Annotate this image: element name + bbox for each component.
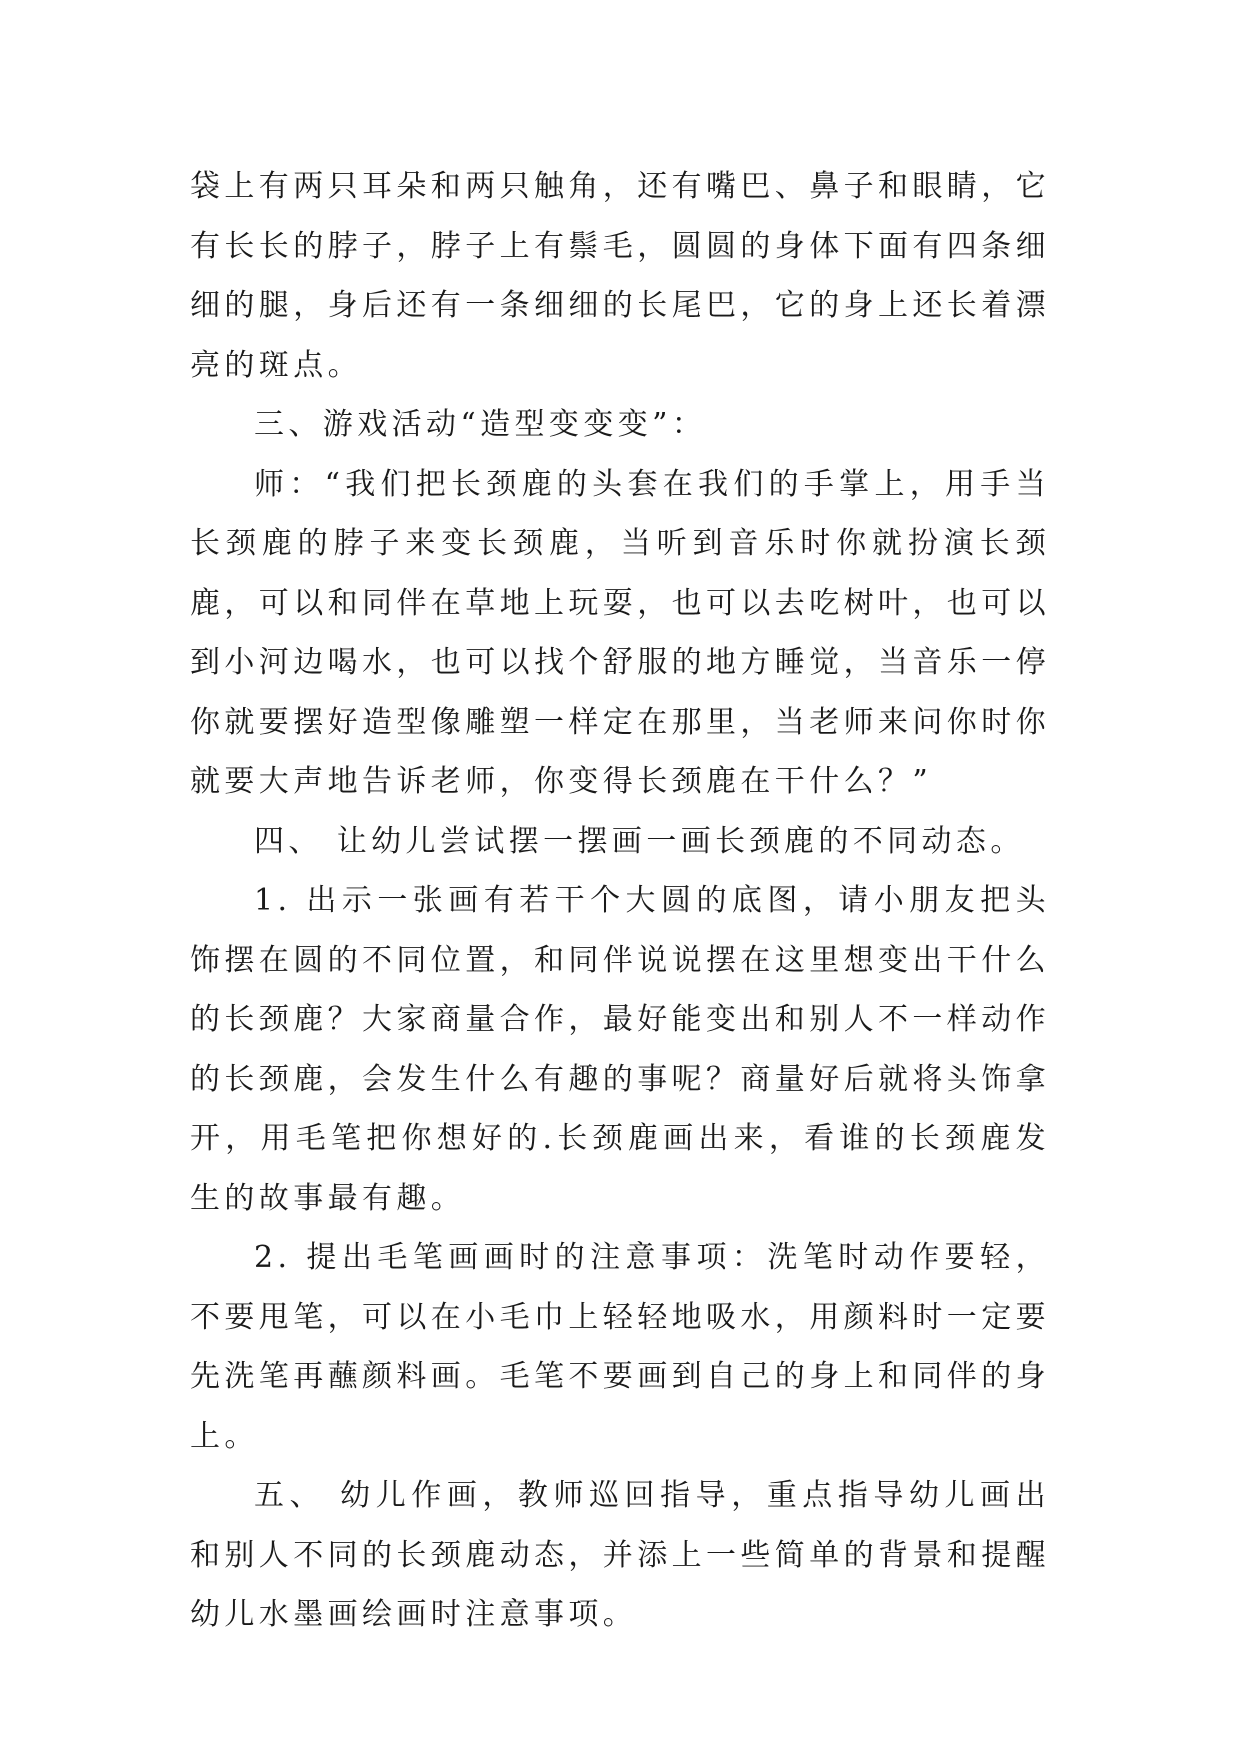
paragraph-teacher-instructions: 师：“我们把长颈鹿的头套在我们的手掌上，用手当长颈鹿的脖子来变长颈鹿，当听到音乐时你就扮演长颈鹿，可以和同伴在草地上玩耍，也可以去吃树叶，也可以到小河边喝水，也可以找个舒服的地方睡觉，当音乐一停你就要摆好造型像雕塑一样定在那里，当老师来问你时你就要大声地告诉老师，你变得长颈鹿在干什么？” [190,466,1050,799]
paragraph-section-four-heading: 四、 让幼儿尝试摆一摆画一画长颈鹿的不同动态。 [254,823,1025,859]
paragraph-section-five: 五、 幼儿作画，教师巡回指导，重点指导幼儿画出和别人不同的长颈鹿动态，并添上一些简单的背景和提醒幼儿水墨画绘画时注意事项。 [190,1478,1050,1632]
paragraph-step-one: 1. 出示一张画有若干个大圆的底图，请小朋友把头饰摆在圆的不同位置，和同伴说说摆在这里想变出干什么的长颈鹿？大家商量合作，最好能变出和别人不一样动作的长颈鹿，会发生什么有趣的事呢？商量好后就将头饰拿开，用毛笔把你想好的.长颈鹿画出来，看谁的长颈鹿发生的故事最有趣。 [190,883,1050,1216]
paragraph-step-two: 2. 提出毛笔画画时的注意事项：洗笔时动作要轻，不要甩笔，可以在小毛巾上轻轻地吸水，用颜料时一定要先洗笔再蘸颜料画。毛笔不要画到自己的身上和同伴的身上。 [190,1240,1050,1454]
paragraph-section-three-heading: 三、游戏活动“造型变变变”： [254,407,707,442]
document-body [190,157,1050,1645]
paragraph-giraffe-description: 袋上有两只耳朵和两只触角，还有嘴巴、鼻子和眼睛，它有长长的脖子，脖子上有鬃毛，圆圆的身体下面有四条细细的腿，身后还有一条细细的长尾巴，它的身上还长着漂亮的斑点。 [190,169,1050,383]
